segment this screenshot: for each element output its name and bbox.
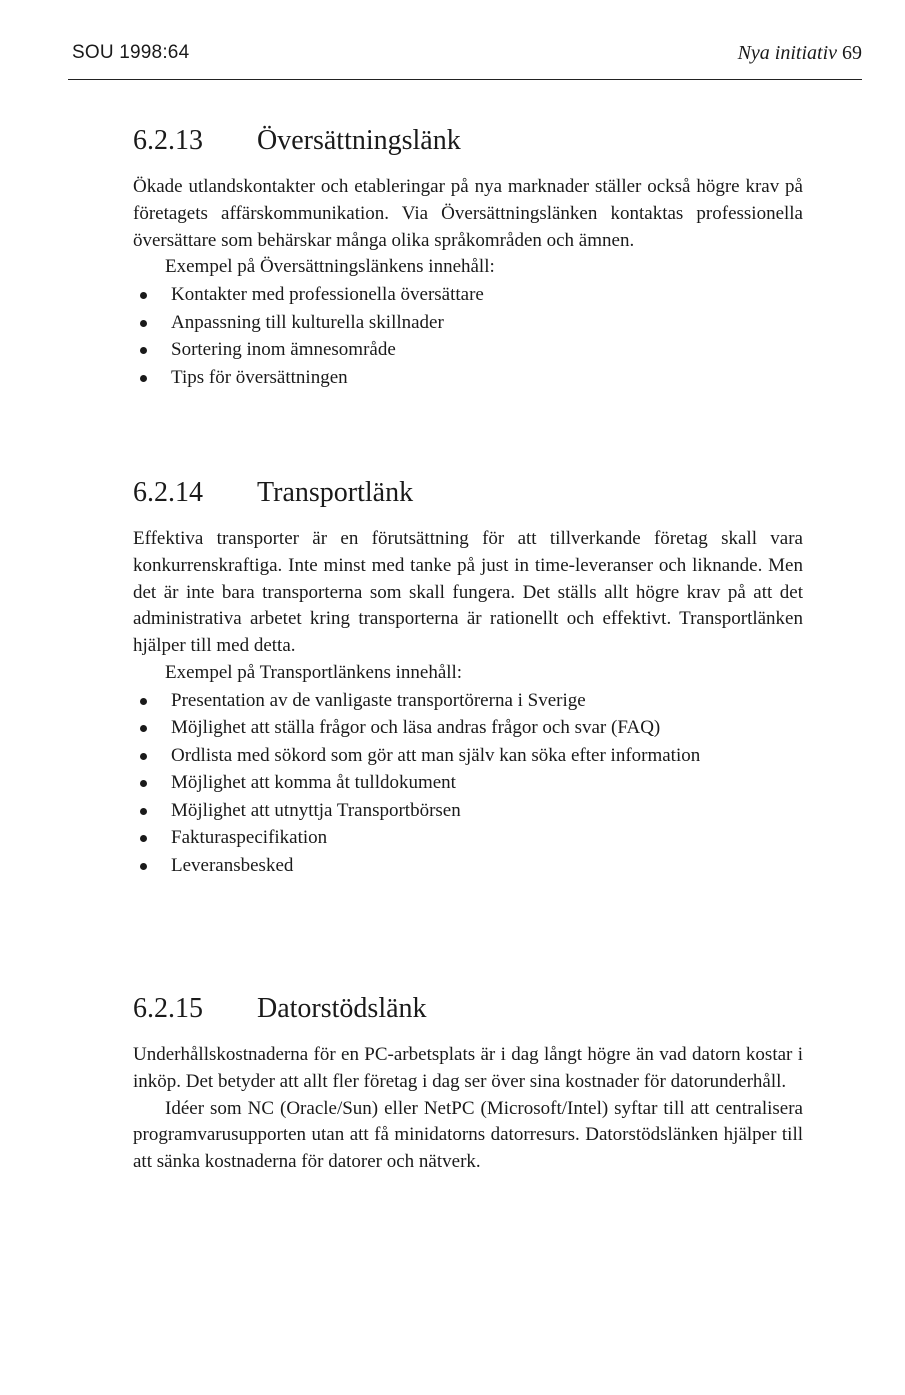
page-number: 69 <box>842 42 862 64</box>
list-item: Möjlighet att ställa frågor och läsa andras frågor och svar (FAQ) <box>133 714 803 742</box>
list-item: Möjlighet att komma åt tulldokument <box>133 769 803 797</box>
list-item: Kontakter med professionella översättare <box>133 281 803 309</box>
chapter-and-page <box>738 38 862 68</box>
report-reference: SOU 1998:64 <box>72 42 190 63</box>
section-paragraph: Idéer som NC (Oracle/Sun) eller NetPC (Microsoft/Intel) syftar till att centralisera programvarusupporten utan att få minidatorns datorresurs. Datorstödslänken hjälper till att sänka kostnaderna för datorer och nätverk. <box>133 1097 803 1173</box>
section-number: 6.2.13 <box>133 125 203 156</box>
section-number: 6.2.15 <box>133 993 203 1024</box>
running-header <box>72 38 862 68</box>
list-item: Ordlista med sökord som gör att man själv kan söka efter information <box>133 742 803 770</box>
list-intro: Exempel på Översättningslänkens innehåll: <box>165 256 495 278</box>
list-item: Presentation av de vanligaste transportörerna i Sverige <box>133 687 803 715</box>
list-item: Tips för översättningen <box>133 364 803 392</box>
list-item: Leveransbesked <box>133 852 803 880</box>
header-rule <box>68 79 862 80</box>
section-6-2-13 <box>133 124 803 391</box>
section-title: Översättningslänk <box>257 125 461 156</box>
section-heading <box>133 124 803 158</box>
bullet-list <box>133 281 803 391</box>
bullet-list <box>133 687 803 880</box>
section-title: Datorstödslänk <box>257 993 427 1024</box>
list-item: Fakturaspecifikation <box>133 824 803 852</box>
section-paragraph: Ökade utlandskontakter och etableringar på nya marknader ställer också högre krav på företagets affärskommunikation. Via Översättningslänken kontaktas professionella översättare som behärskar många olika språkområden och ämnen. <box>133 176 803 251</box>
section-paragraph: Effektiva transporter är en förutsättning för att tillverkande företag skall vara konkurrenskraftiga. Inte minst med tanke på just in time-leveranser och liknande. Men det är inte bara transporterna som skall fungera. Det ställs allt högre krav på att det administrativa arbetet kring transporterna är rationellt och effektivt. Transportlänken hjälper till med detta. <box>133 528 803 657</box>
section-6-2-15 <box>133 992 803 1176</box>
section-heading <box>133 476 803 510</box>
list-item: Sortering inom ämnesområde <box>133 336 803 364</box>
section-heading <box>133 992 803 1026</box>
chapter-title: Nya initiativ <box>737 42 837 64</box>
section-number: 6.2.14 <box>133 477 203 508</box>
list-intro: Exempel på Transportlänkens innehåll: <box>165 661 463 683</box>
section-paragraph: Underhållskostnaderna för en PC-arbetsplats är i dag långt högre än vad datorn kostar i inköp. Det betyder att allt fler företag i dag ser över sina kostnader för datorunderhåll. <box>133 1044 803 1092</box>
list-item: Möjlighet att utnyttja Transportbörsen <box>133 797 803 825</box>
list-item: Anpassning till kulturella skillnader <box>133 309 803 337</box>
section-title: Transportlänk <box>257 477 414 508</box>
section-6-2-14 <box>133 476 803 879</box>
